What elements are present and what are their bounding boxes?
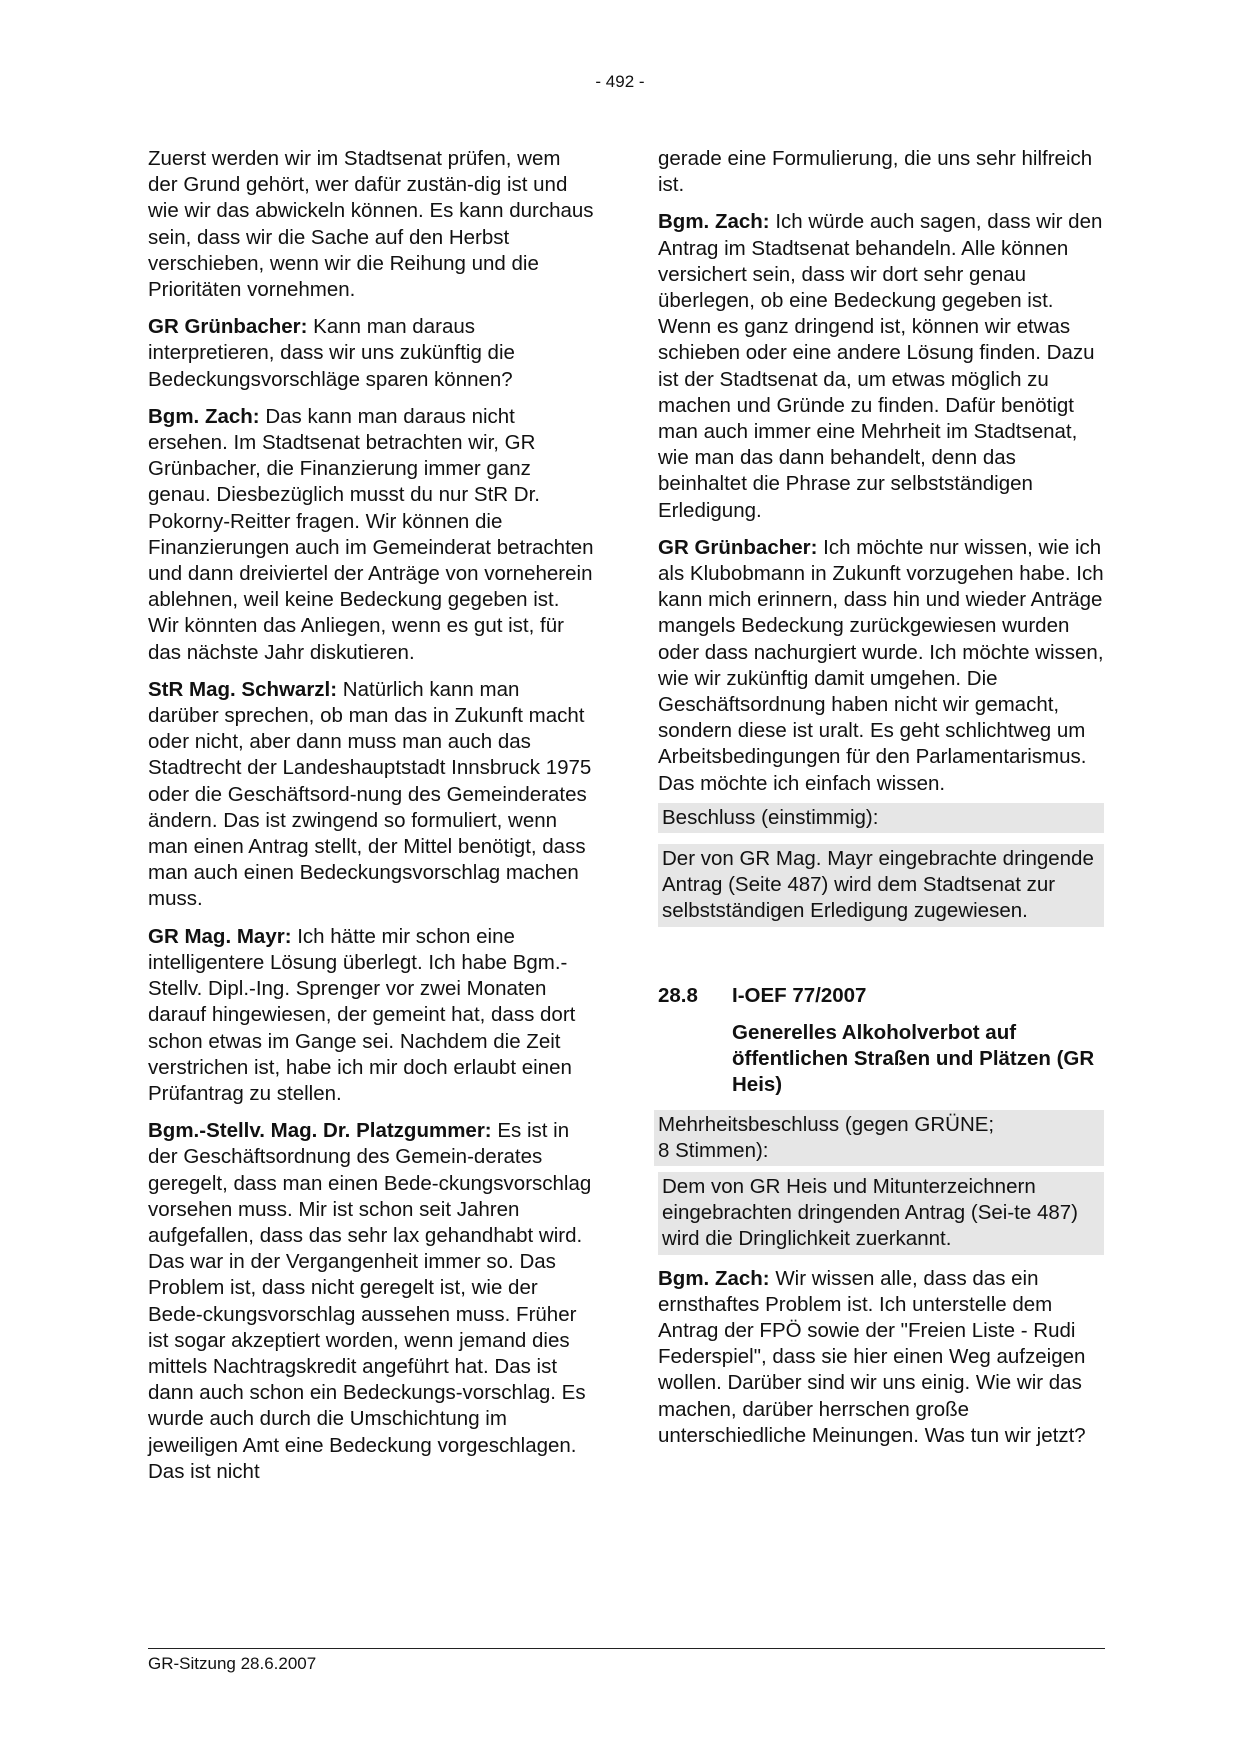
paragraph [148,677,595,913]
speaker-name: Bgm. Zach: [658,210,770,234]
resolution-text: Der von GR Mag. Mayr eingebrachte dringende Antrag (Seite 487) wird dem Stadtsenat zur selbstständigen Erledigung zugewiesen. [658,844,1104,927]
paragraph-text: Das kann man daraus nicht ersehen. Im Stadtsenat betrachten wir, GR Grünbacher, die Finanzierung immer ganz genau. Diesbezüglich musst du nur StR Dr. Pokorny-Reitter fragen. Wir können die Finanzierungen auch im Gemeinderat betrachten und dann dreiviertel der Anträge von vorneherein ablehnen, weil keine Bedeckung gegeben ist. Wir könnten das Anliegen, wenn es gut ist, für das nächste Jahr diskutieren. [148,404,594,664]
right-column [658,146,1104,1460]
agenda-number: 28.8 [658,983,698,1007]
paragraph [148,1118,595,1485]
paragraph [658,209,1104,523]
paragraph-text: Zuerst werden wir im Stadtsenat prüfen, wem der Grund gehört, wer dafür zustän-dig ist und wie wir das abwickeln können. Es kann durchaus sein, dass wir die Sache auf den Herbst verschieben, wenn wir die Reihung und die Prioritäten vornehmen. [148,147,594,302]
resolution-label-line: Mehrheitsbeschluss (gegen GRÜNE; [658,1112,995,1136]
resolution-label-line: 8 Stimmen): [658,1138,769,1162]
page-number: - 492 - [595,72,645,91]
paragraph [658,535,1104,797]
speaker-name: GR Grünbacher: [658,535,818,559]
paragraph [148,146,595,303]
speaker-name: GR Mag. Mayr: [148,924,292,948]
paragraph-text: Es ist in der Geschäftsordnung des Gemein-derates geregelt, dass man einen Bede-ckungsvorschlag vorsehen muss. Mir ist schon seit Jahren aufgefallen, dass das sehr lax gehandhabt wird. Das war in der Vergangenheit immer so. Das Problem ist, dass nicht geregelt ist, wie der Bede-ckungsvorschlag aussehen muss. Früher ist sogar akzeptiert worden, wenn jemand dies mittels Nachtragskredit angeführt hat. Das ist dann auch schon ein Bedeckungs-vorschlag. Es wurde auch durch die Umschichtung im jeweiligen Amt eine Bedeckung vorgeschlagen. Das ist nicht [148,1119,592,1483]
footer-text: GR-Sitzung 28.6.2007 [148,1654,317,1673]
agenda-code: I-OEF 77/2007 [732,983,867,1007]
paragraph-text: Wir wissen alle, dass das ein ernsthaftes Problem ist. Ich unterstelle dem Antrag der FPÖ sowie der "Freien Liste - Rudi Federspiel", dass sie hier einen Weg aufzeigen wollen. Darüber sind wir uns einig. Wie wir das machen, darüber herrschen große unterschiedliche Meinungen. Was tun wir jetzt? [658,1266,1086,1447]
paragraph [148,404,595,666]
speaker-name: GR Grünbacher: [148,315,308,339]
paragraph-text: Kann man daraus interpretieren, dass wir uns zukünftig die Bedeckungsvorschläge sparen können? [148,315,515,391]
paragraph [658,1266,1104,1449]
speaker-name: StR Mag. Schwarzl: [148,677,338,701]
paragraph-text: gerade eine Formulierung, die uns sehr hilfreich ist. [658,147,1093,197]
resolution-label: Beschluss (einstimmig): [658,803,1104,833]
left-column [148,146,595,1496]
agenda-heading [658,983,1104,1009]
resolution-text: Dem von GR Heis und Mitunterzeichnern eingebrachten dringenden Antrag (Sei-te 487) wird die Dringlichkeit zuerkannt. [658,1172,1104,1255]
speaker-name: Bgm. Zach: [658,1266,770,1290]
speaker-name: Bgm. Zach: [148,404,260,428]
paragraph-text: Natürlich kann man darüber sprechen, ob man das in Zukunft macht oder nicht, aber dann muss man auch das Stadtrecht der Landeshauptstadt Innsbruck 1975 oder die Geschäftsord-nung des Gemeinderates ändern. Das ist zwingend so formuliert, wenn man einen Antrag stellt, der Mittel benötigt, dass man auch einen Bedeckungsvorschlag machen muss. [148,677,592,911]
footer-divider [148,1648,1105,1649]
paragraph [148,314,595,393]
agenda-title: Generelles Alkoholverbot auf öffentlichen Straßen und Plätzen (GR Heis) [732,1020,1095,1097]
speaker-name: Bgm.-Stellv. Mag. Dr. Platzgummer: [148,1119,492,1143]
paragraph [658,146,1104,198]
agenda-item [658,983,1104,1099]
paragraph-text: Ich hätte mir schon eine intelligentere Lösung überlegt. Ich habe Bgm.-Stellv. Dipl.-Ing. Sprenger vor zwei Monaten darauf hingewiesen, der gemeint hat, dass dort schon etwas im Gange sei. Nachdem die Zeit verstrichen ist, habe ich mir doch erlaubt einen Prüfantrag zu stellen. [148,924,576,1105]
paragraph [148,924,595,1107]
paragraph-text: Ich möchte nur wissen, wie ich als Klubobmann in Zukunft vorzugehen habe. Ich kann mich erinnern, dass hin und wieder Anträge mangels Bedeckung zurückgewiesen wurden oder dass nachurgiert wurde. Ich möchte wissen, wie wir zukünftig damit umgehen. Die Geschäftsordnung haben nicht wir gemacht, sondern diese ist uralt. Es geht schlichtweg um Arbeitsbedingungen für den Parlamentarismus. Das möchte ich einfach wissen. [658,535,1104,795]
resolution-label [654,1110,1104,1166]
paragraph-text: Ich würde auch sagen, dass wir den Antrag im Stadtsenat behandeln. Alle können versichert sein, dass wir dort sehr genau überlegen, ob eine Bedeckung gegeben ist. Wenn es ganz dringend ist, können wir etwas schieben oder eine andere Lösung finden. Dazu ist der Stadtsenat da, um etwas möglich zu machen und Gründe zu finden. Dafür benötigt man auch immer eine Mehrheit im Stadtsenat, wie man das dann behandelt, denn das beinhaltet die Phrase zur selbstständigen Erledigung. [658,210,1103,522]
